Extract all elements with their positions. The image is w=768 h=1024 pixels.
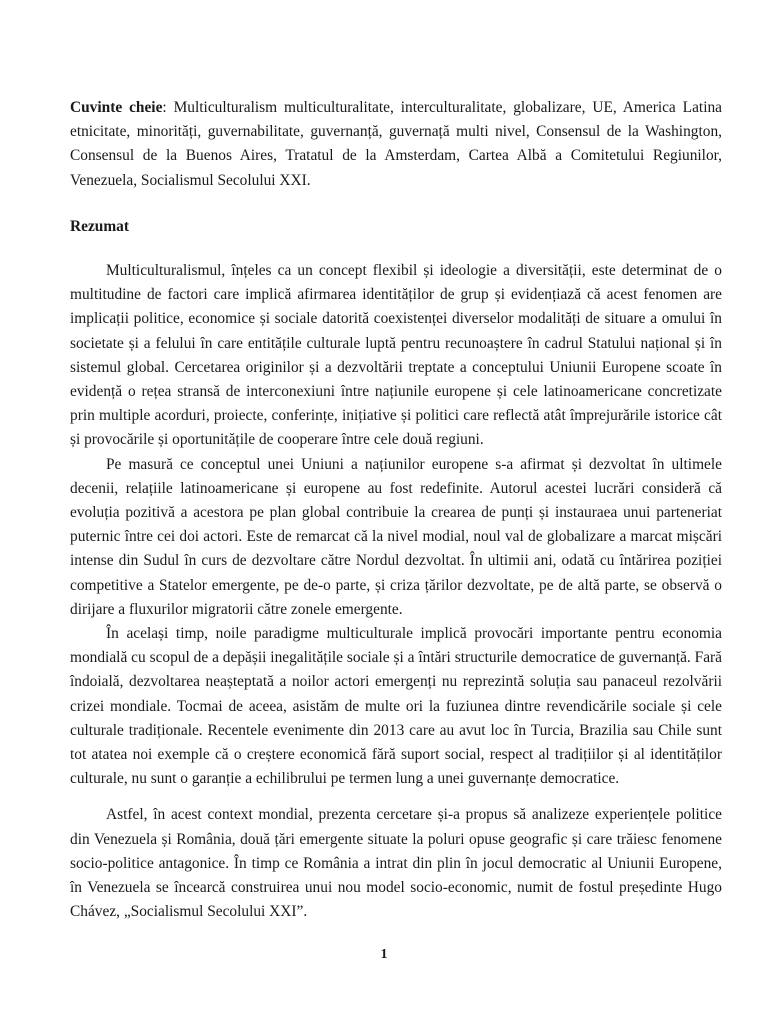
document-page: [70, 96, 722, 925]
page-number: 1: [380, 947, 388, 962]
abstract-paragraph-2: Pe masură ce conceptul unei Uniuni a națiunilor europene s-a afirmat și dezvoltat în ultimele decenii, relațiile latinoamericane și europene au fost redefinite. Autorul acestei lucrări consideră că evoluția pozitivă a acestora pe plan global contribuie la crearea de punți și instauraea unui parteneriat puternic între cei doi actori. Este de remarcat că la nivel modial, noul val de globalizare a marcat mișcări intense din Sudul în curs de dezvoltare către Nordul dezvoltat. În ultimii ani, odată cu întărirea poziției competitive a Statelor emergente, pe de-o parte, și criza țărilor dezvoltate, pe de altă parte, se observă o dirijare a fluxurilor migratorii către zonele emergente.: [70, 455, 722, 618]
abstract-paragraph-1: Multiculturalismul, înțeles ca un concept flexibil și ideologie a diversității, este determinat de o multitudine de factori care implică afirmarea identităților de grup și evidențiază că acest fenomen are implicații politice, economice și sociale datorită coexistenței diverselor modalități de situare a omului în societate și a felului în care entitățile culturale luptă pentru recunoaștere în cadrul Statului național și în sistemul global. Cercetarea originilor și a dezvoltării treptate a conceptului Uniunii Europene scoate în evidență o rețea stransă de interconexiuni între națiunile europene și cele latinoamericane concretizate prin multiple acorduri, proiecte, conferințe, inițiative și politici care reflectă atât împrejurările istorice cât și provocările și oportunitățile de cooperare între cele două regiuni.: [70, 262, 722, 449]
keywords-label: Cuvinte cheie: [70, 99, 163, 116]
keywords-text: Multiculturalism multiculturalitate, interculturalitate, globalizare, UE, America Latina etnicitate, minorități, guvernabilitate, guvernanță, guvernață multi nivel, Consensul de la Washington, Consensul de la Buenos Aires, Tratatul de la Amsterdam, Cartea Albă a Comitetului Regiunilor, Venezuela, Socialismul Secolului XXI.: [70, 99, 722, 189]
abstract-paragraph-3: În același timp, noile paradigme multiculturale implică provocări importante pentru economia mondială cu scopul de a depășii inegalitățile sociale și a întări structurile democratice de guvernanță. Fară îndoială, dezvoltarea neașteptată a noilor actori emergenți nu reprezintă soluția sau panaceul rezolvării crizei mondiale. Tocmai de aceea, asistăm de multe ori la fuziunea dintre revendicările sociale și cele culturale tradiționale. Recentele evenimente din 2013 care au avut loc în Turcia, Brazilia sau Chile sunt tot atatea noi exemple că o creștere economică fără suport social, respect al tradițiilor și al identităților culturale, nu sunt o garanție a echilibrului pe termen lung a unei guvernanțe democratice.: [70, 625, 722, 788]
abstract-paragraph-4: Astfel, în acest context mondial, prezenta cercetare și-a propus să analizeze experiențele politice din Venezuela și România, două țări emergente situate la poluri opuse geografic și care trăiesc fenomene socio-politice antagonice. În timp ce România a intrat din plin în jocul democratic al Uniunii Europene, în Venezuela se încearcă construirea unui nou model socio-economic, numit de fostul președinte Hugo Chávez, „Socialismul Secolului XXI”.: [70, 806, 722, 921]
keywords-paragraph: [70, 96, 722, 193]
keywords-separator: :: [162, 99, 174, 116]
section-heading: Rezumat: [70, 217, 129, 235]
